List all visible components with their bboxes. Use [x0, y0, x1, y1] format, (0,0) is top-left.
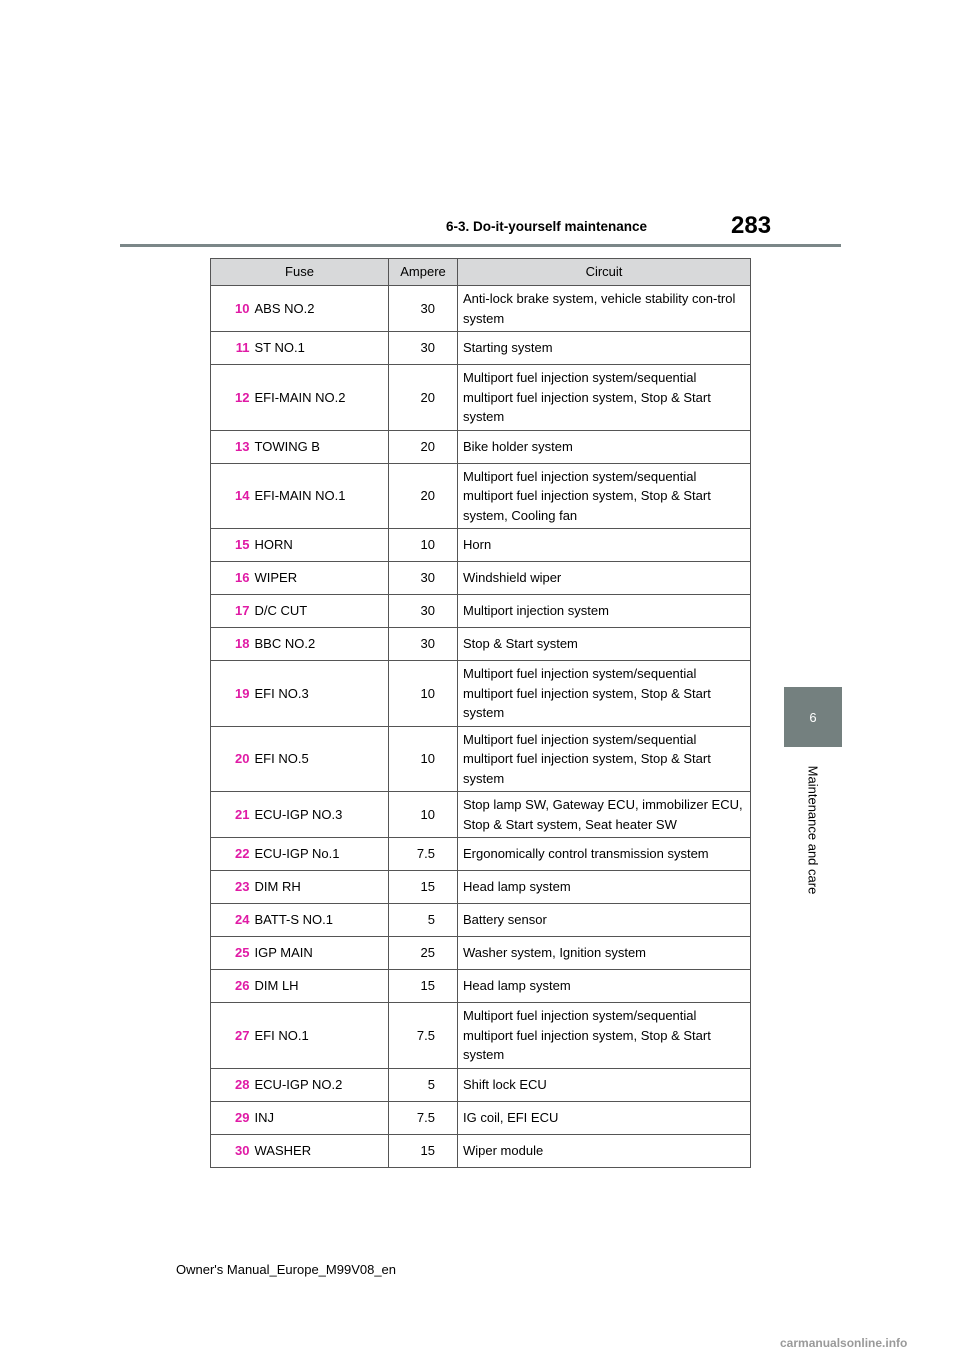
fuse-number: 29	[211, 1101, 252, 1134]
circuit-description: Multiport fuel injection system/sequential multiport fuel injection system, Stop & Start system	[458, 1003, 751, 1069]
watermark: carmanualsonline.info	[780, 1336, 908, 1350]
table-row	[211, 838, 751, 871]
fuse-number: 24	[211, 904, 252, 937]
table-row	[211, 1134, 751, 1167]
page-number: 283	[731, 212, 772, 239]
ampere-value: 5	[389, 904, 458, 937]
fuse-number: 27	[211, 1003, 252, 1069]
circuit-description: Bike holder system	[458, 430, 751, 463]
fuse-number: 22	[211, 838, 252, 871]
fuse-number: 26	[211, 970, 252, 1003]
ampere-value: 7.5	[389, 1101, 458, 1134]
table-row	[211, 286, 751, 332]
chapter-number: 6	[809, 709, 817, 725]
circuit-description: Multiport fuel injection system/sequential multiport fuel injection system, Stop & Start system	[458, 661, 751, 727]
fuse-number: 14	[211, 463, 252, 529]
fuse-number: 21	[211, 792, 252, 838]
table-row	[211, 661, 751, 727]
fuse-name: TOWING B	[252, 430, 389, 463]
table-row	[211, 871, 751, 904]
fuse-number: 23	[211, 871, 252, 904]
circuit-description: Stop & Start system	[458, 628, 751, 661]
ampere-value: 7.5	[389, 838, 458, 871]
table-row	[211, 595, 751, 628]
fuse-table	[210, 258, 751, 1168]
ampere-value: 30	[389, 562, 458, 595]
table-row	[211, 726, 751, 792]
fuse-name: ECU-IGP NO.3	[252, 792, 389, 838]
table-row	[211, 1003, 751, 1069]
circuit-description: Washer system, Ignition system	[458, 937, 751, 970]
circuit-description: Windshield wiper	[458, 562, 751, 595]
footer-text: Owner's Manual_Europe_M99V08_en	[176, 1262, 397, 1277]
table-body	[211, 286, 751, 1168]
circuit-description: Multiport fuel injection system/sequential multiport fuel injection system, Stop & Start system	[458, 726, 751, 792]
table-row	[211, 430, 751, 463]
fuse-number: 12	[211, 365, 252, 431]
ampere-value: 15	[389, 1134, 458, 1167]
table-row	[211, 904, 751, 937]
fuse-number: 11	[211, 332, 252, 365]
table-row	[211, 529, 751, 562]
fuse-name: BATT-S NO.1	[252, 904, 389, 937]
ampere-value: 30	[389, 595, 458, 628]
table-row	[211, 937, 751, 970]
fuse-name: ABS NO.2	[252, 286, 389, 332]
circuit-description: Shift lock ECU	[458, 1068, 751, 1101]
chapter-title: Maintenance and care	[805, 765, 821, 895]
table-row	[211, 332, 751, 365]
circuit-description: Ergonomically control transmission system	[458, 838, 751, 871]
fuse-number: 16	[211, 562, 252, 595]
fuse-name: BBC NO.2	[252, 628, 389, 661]
ampere-value: 20	[389, 463, 458, 529]
table-row	[211, 463, 751, 529]
table-row	[211, 562, 751, 595]
fuse-number: 15	[211, 529, 252, 562]
circuit-description: Stop lamp SW, Gateway ECU, immobilizer ECU, Stop & Start system, Seat heater SW	[458, 792, 751, 838]
fuse-number: 10	[211, 286, 252, 332]
ampere-value: 10	[389, 726, 458, 792]
ampere-value: 20	[389, 430, 458, 463]
circuit-description: Starting system	[458, 332, 751, 365]
fuse-name: IGP MAIN	[252, 937, 389, 970]
fuse-name: ST NO.1	[252, 332, 389, 365]
ampere-value: 30	[389, 286, 458, 332]
fuse-number: 20	[211, 726, 252, 792]
circuit-description: Multiport injection system	[458, 595, 751, 628]
table-row	[211, 792, 751, 838]
ampere-value: 5	[389, 1068, 458, 1101]
fuse-name: INJ	[252, 1101, 389, 1134]
fuse-name: WIPER	[252, 562, 389, 595]
fuse-name: WASHER	[252, 1134, 389, 1167]
fuse-name: DIM LH	[252, 970, 389, 1003]
chapter-tab	[784, 687, 842, 747]
column-header-circuit: Circuit	[458, 259, 751, 286]
fuse-name: D/C CUT	[252, 595, 389, 628]
circuit-description: Head lamp system	[458, 871, 751, 904]
fuse-number: 30	[211, 1134, 252, 1167]
fuse-name: DIM RH	[252, 871, 389, 904]
ampere-value: 10	[389, 529, 458, 562]
circuit-description: Battery sensor	[458, 904, 751, 937]
ampere-value: 15	[389, 871, 458, 904]
table-header-row	[211, 259, 751, 286]
circuit-description: Wiper module	[458, 1134, 751, 1167]
circuit-description: Multiport fuel injection system/sequential multiport fuel injection system, Stop & Start system, Cooling fan	[458, 463, 751, 529]
header-rule	[120, 244, 841, 247]
fuse-number: 25	[211, 937, 252, 970]
ampere-value: 25	[389, 937, 458, 970]
ampere-value: 30	[389, 332, 458, 365]
ampere-value: 10	[389, 661, 458, 727]
fuse-name: EFI-MAIN NO.1	[252, 463, 389, 529]
fuse-number: 28	[211, 1068, 252, 1101]
fuse-number: 18	[211, 628, 252, 661]
circuit-description: Horn	[458, 529, 751, 562]
fuse-name: ECU-IGP NO.2	[252, 1068, 389, 1101]
fuse-name: EFI NO.1	[252, 1003, 389, 1069]
fuse-number: 19	[211, 661, 252, 727]
ampere-value: 15	[389, 970, 458, 1003]
fuse-name: EFI NO.3	[252, 661, 389, 727]
fuse-name: HORN	[252, 529, 389, 562]
fuse-name: EFI NO.5	[252, 726, 389, 792]
column-header-fuse: Fuse	[211, 259, 389, 286]
table-row	[211, 970, 751, 1003]
fuse-name: EFI-MAIN NO.2	[252, 365, 389, 431]
circuit-description: Head lamp system	[458, 970, 751, 1003]
fuse-name: ECU-IGP No.1	[252, 838, 389, 871]
table-row	[211, 628, 751, 661]
ampere-value: 7.5	[389, 1003, 458, 1069]
column-header-ampere: Ampere	[389, 259, 458, 286]
table-row	[211, 365, 751, 431]
ampere-value: 30	[389, 628, 458, 661]
fuse-number: 17	[211, 595, 252, 628]
fuse-number: 13	[211, 430, 252, 463]
circuit-description: Multiport fuel injection system/sequential multiport fuel injection system, Stop & Start system	[458, 365, 751, 431]
ampere-value: 20	[389, 365, 458, 431]
table-row	[211, 1068, 751, 1101]
ampere-value: 10	[389, 792, 458, 838]
circuit-description: Anti-lock brake system, vehicle stability con-trol system	[458, 286, 751, 332]
section-title: 6-3. Do-it-yourself maintenance	[446, 219, 648, 234]
circuit-description: IG coil, EFI ECU	[458, 1101, 751, 1134]
table-row	[211, 1101, 751, 1134]
